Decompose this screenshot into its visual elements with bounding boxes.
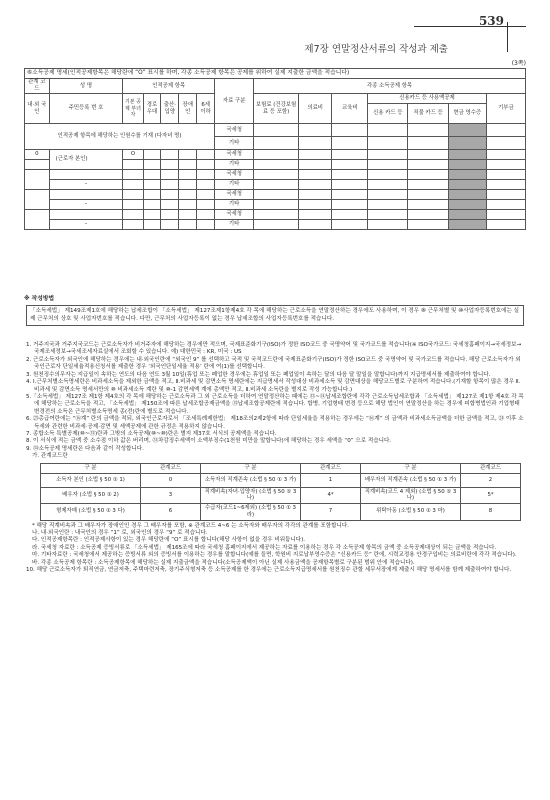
h-various: 각종 소득공제 항목	[254, 79, 526, 94]
note-6: 6. ㉓총급여란에는 “⑯계” 란의 금액을 적되, 외국인근로자로서 「조세특례제한법」 제18조의2제2항에 따라 단일세율을 적용하는 경우에는 “⑯계” 의 금액과 비과세소득금액을 더한 금액을 적고, ㉔ 이후 소득세와 관련한 비과세·공제·감면 및 세액공제에 관한 규정은 적용하지 않습니다.	[26, 416, 524, 430]
relation-code-table	[40, 463, 521, 521]
src-etc: 기타	[215, 220, 254, 230]
rc-cell: 배우자의 직계존속 (소법 § 50 ① 3 가)	[361, 473, 461, 487]
rc-cell: 직계비속(자녀·입양자) (소법 § 50 ① 3 나)	[201, 487, 301, 504]
rc-h2: 관계코드	[141, 463, 201, 473]
summary-label: 인적공제 항목에 해당하는 인원수를 기재 (다자녀 명)	[25, 124, 215, 150]
deduction-table	[24, 68, 526, 230]
page-number: 539	[478, 14, 504, 28]
relation-footnote: * 해당 직계비속과 그 배우자가 장애인인 경우 그 배우자를 포함, ※ 관계코드 4~6 는 소득자와 배우자의 각각의 관계를 포함합니다.	[32, 522, 349, 529]
h-child6: 6세 이하	[197, 94, 215, 124]
table-title: ⑥소득공제 명세(인적공제항목은 해당란에 “O” 표시를 하며, 각종 소득공제 항목은 공제를 위하여 실제 지출한 금액을 적습니다)	[25, 69, 526, 79]
rc-h1: 구 분	[41, 463, 141, 473]
h-name: 성 명	[49, 79, 123, 94]
h-basic: 기본 공제	[124, 99, 141, 112]
h-debit: 직불 카드 등	[408, 104, 448, 124]
note-9f: 바. 각종 소득공제 항목란 : 소득공제항목에 해당하는 실제 지출금액을 적습니다(소득공제액이 아닌 실제 사용금액을 공제항목별로 구분된 범위 안에 적습니다).	[32, 559, 415, 566]
page-header	[24, 14, 526, 58]
src-etc: 기타	[215, 160, 254, 170]
rc-code: 5*	[461, 487, 521, 504]
header-rule	[414, 26, 526, 27]
note-9a: 가. 관계코드란	[32, 453, 68, 460]
rc-h6: 관계코드	[461, 463, 521, 473]
note-4: 4. Ⅰ.근무처별소득명세란은 비과세소득을 제외한 금액을 적고, Ⅱ.비과세 및 감면소득 명세란에는 지급명세서 작성대상 비과세소득 및 감면대상을 해당코드별로 구분하여 적습니다.(기재할 항목이 많은 경우 Ⅱ.비과세 및 감면소득 명세서만의 ⑩ 비과세소득 계란 및 ⑩-1 감면세액 계에 총액만 적고, Ⅱ.비과세 소득란을 별지로 작성 가능합니다.)	[26, 379, 521, 393]
h-relation: 관계 코드	[25, 79, 50, 94]
chapter-title: 제7장 연말정산서류의 작성과 제출	[304, 44, 448, 55]
h-personal: 인적공제 항목	[123, 79, 215, 94]
h-data-type: 자료 구분	[215, 79, 254, 124]
h-medical: 의료비	[298, 94, 332, 124]
rc-cell: 수급자(코드1~6제외) (소법 § 50 ① 3 라)	[201, 504, 301, 521]
header-bar	[507, 22, 508, 52]
rc-code: 6	[141, 504, 201, 521]
note-1: 1. 거주지국과 거주지국코드는 근로소득자가 비거주자에 해당하는 경우에만 적으며, 국제표준화기구(ISO)가 정한 ISO코드 중 국명약어 및 국가코드를 적습니다(※ ISO국가코드: 국세청홈페이지→국세정보→국제조세정보→국세조세자료실에서 조회할 수 있습니다. 예) 대한민국 : KR, 미국 : US	[26, 342, 522, 356]
dash: –	[49, 200, 123, 210]
h-insurance: 보험료 (건강보험 료 등 포함)	[254, 94, 299, 124]
rc-h4: 관계코드	[301, 463, 361, 473]
rc-cell: 직계비속(코드 4 제외) (소법 § 50 ① 3 나)	[361, 487, 461, 504]
rc-code: 2	[461, 473, 521, 487]
rc-code: 8	[461, 504, 521, 521]
rc-code: 3	[141, 487, 201, 504]
src-etc: 기타	[215, 180, 254, 190]
src-etc: 기타	[215, 200, 254, 210]
note-9: 9. ㉞소득공제 명세란은 다음과 같이 작성합니다.	[26, 445, 144, 452]
rc-cell: 형제자매 (소법 § 50 ① 3 다)	[41, 504, 141, 521]
h-donation: 기부금	[486, 94, 525, 124]
rc-h3: 구 분	[201, 463, 301, 473]
src-nts: 국세청	[215, 190, 254, 200]
row-code: 0	[25, 150, 50, 160]
rc-code: 0	[141, 473, 201, 487]
rc-cell: 배우자 (소법 § 50 ① 2)	[41, 487, 141, 504]
h-cards: 신용카드 등 사용액공제	[368, 94, 487, 104]
rc-h5: 구 분	[361, 463, 461, 473]
h-birth: 출산·입양	[161, 94, 179, 124]
note-10: 10. 해당 근로소득자가 퇴직연금, 연금저축, 주택마련저축, 장기주식형저축 등 소득공제를 한 경우에는 근로소득지급명세서를 원천징수 관할 세무서장에게 제출시 해당 명세서를 함께 제출하여야 합니다.	[26, 567, 512, 574]
h-rrn: 주민등록 번 호	[49, 94, 123, 124]
rc-cell: 위탁아동 (소법 § 50 ① 3 마)	[361, 504, 461, 521]
note-9b: 나. 내·외국인란 : 내국인의 경우 “1” 로, 외국인의 경우 “9” 로 적습니다.	[32, 529, 208, 536]
note-9c: 다. 인적공제항목란 : 인적공제사항이 있는 경우 해당란에 “O” 표시를 합니다(해당 사항이 없을 경우 비워둡니다).	[32, 537, 306, 544]
note-3: 3. 원천징수의무자는 지급일이 속하는 연도의 다음 연도 3월 10일(휴업 또는 폐업한 경우에는 휴업일 또는 폐업일이 속하는 달의 다음 달 말일을 말합니다)까지 지급명세서를 제출하여야 합니다.	[26, 371, 491, 378]
form-page-no: (3쪽)	[511, 60, 526, 67]
rc-cell: 소득자 본인 (소법 § 50 ① 1)	[41, 473, 141, 487]
h-cash: 현금 영수증	[448, 104, 486, 124]
src-nts: 국세청	[215, 170, 254, 180]
h-foreigner: 내·외 국인	[25, 94, 50, 124]
h-honor: 경로 우대	[143, 94, 161, 124]
h-credit: 신용 카드 등	[368, 104, 408, 124]
rc-code: 7	[301, 504, 361, 521]
notes-body	[26, 342, 524, 574]
note-9d: 라. 국세청 자료란 : 소득공제 증빙서류로 「소득세법」 제165조에 따라 국세청 홈페이지에서 제공하는 자료를 이용하는 경우 각 소득공제 항목의 금액 중 소득공제대상이 되는 금액을 적습니다.	[32, 544, 497, 551]
notes-box: 「소득세법」 제149조제1호에 해당하는 납세조합이 「소득세법」 제127조제1항제4호 각 목에 해당하는 근로소득을 연말정산하는 경우에도 사용하며, 이 경우 ⑧ 근무처별 및 ⑩사업자등록번호에는 실제 근무처의 상호 및 사업자번호를 적습니다. 다만, 근무처의 사업자등록이 없는 경우 납세조합의 사업자등록번호를 적습니다.	[26, 305, 524, 326]
row-self-name: (근로자 본인)	[55, 156, 88, 163]
h-education: 교육비	[332, 94, 368, 124]
dash: –	[49, 220, 123, 230]
note-9e: 마. 기타자료란 : 국세청에서 제공하는 증빙서류 외의 증빙서를 이용하는 경우를 말합니다(예를 들면, 학원비 지로납부영수증은 “신용카드 등” 란에, 시력교정용 안경구입비는 의료비란에 각각 적습니다).	[32, 552, 517, 559]
src-nts: 국세청	[215, 124, 254, 137]
rc-cell: 소득자의 직계존속 (소법 § 50 ① 3 가)	[201, 473, 301, 487]
note-7: 7. 종합소득 특별공제(⑩~⑬)란과 그밖의 소득공제(⑩~⑩)란은 별지 제37호 서식의 공제액을 적습니다.	[26, 431, 277, 438]
h-women: 부녀 자	[130, 105, 141, 118]
rc-code: 1	[301, 473, 361, 487]
src-etc: 기타	[215, 137, 254, 150]
src-nts: 국세청	[215, 150, 254, 160]
note-5: 5.「소득세법」 제127조 제1항 제4호의 각 목에 해당하는 근로소득과 그 외 근로소득을 더하여 연말정산하는 때에는 ⑬~⑭납세조합란에 각각 근로소득납세조합과 「소득세법」 제127조 제1항 제4호 각 목에 해당하는 근로소득을 적고, 「소득세법」 제150조에 따른 납세조합공제금액을 ⑬납세조합공제란에 적습니다. 합병, 기업형태 변경 등으로 해당 법인이 연말정산을 하는 경우에 피합병법인과 기업형태변경전의 소득은 근무처별소득명세 종(전)란에 별도로 적습니다.	[26, 393, 524, 415]
h-disabled: 장애 인	[179, 94, 197, 124]
dash: –	[49, 180, 123, 190]
src-nts: 국세청	[215, 210, 254, 220]
notes-heading: ※ 작성방법	[24, 296, 55, 302]
note-2: 2. 근로소득자가 외국인에 해당하는 경우에는 내·외국인란에 “외국인 9” 를 선택하고 국적 및 국적코드란에 국제표준화기구(ISO)가 정한 ISO코드 중 국명약어 및 국가코드를 적습니다. 해당 근로소득자가 외국인근로자 단일세율적용신청서를 제출한 경우 ‘외국인단일세율 적용’ 란에 여(1)를 선택합니다.	[26, 356, 521, 371]
note-8: 8. 이 서식에 적는 금액 중 소수점 이하 값은 버리며, ㉛차감징수세액이 소액부징수(1천원 미만을 말합니다)에 해당하는 경우 세액을 “0” 으로 적습니다.	[26, 438, 392, 445]
row-mark: O	[123, 150, 143, 160]
rc-code: 4*	[301, 487, 361, 504]
